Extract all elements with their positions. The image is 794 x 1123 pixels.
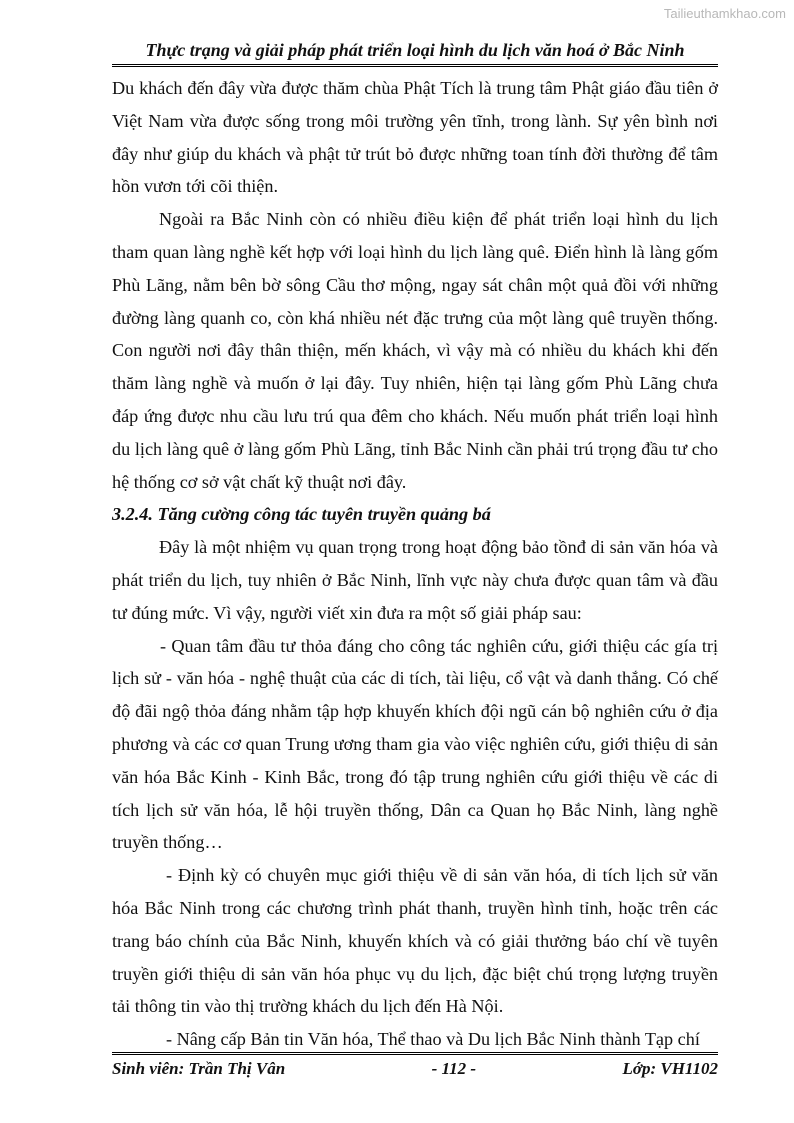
footer-student: Sinh viên: Trần Thị Vân — [112, 1059, 286, 1078]
watermark: Tailieuthamkhao.com — [663, 6, 786, 21]
section-heading: 3.2.4. Tăng cường công tác tuyên truyền quảng bá — [112, 504, 491, 525]
footer-page-number: - 112 - — [431, 1059, 477, 1078]
paragraph: - Quan tâm đầu tư thỏa đáng cho công tác nghiên cứu, giới thiệu các gía trị lịch sử - văn hóa - nghệ thuật của các di tích, tài liệu, cổ vật và danh thắng. Có chế độ đãi ngộ thỏa đáng nhằm tập hợp khuyến khích đội ngũ cán bộ nghiên cứu ở địa phương và các cơ quan Trung ương tham gia vào việc nghiên cứu, giới thiệu di sản văn hóa Bắc Kinh - Kinh Bắc, trong đó tập trung nghiên cứu giới thiệu về các di tích lịch sử văn hóa, lễ hội truyền thống, Dân ca Quan họ Bắc Ninh, làng nghề truyền thống… — [112, 635, 718, 853]
paragraph: - Định kỳ có chuyên mục giới thiệu về di sản văn hóa, di tích lịch sử văn hóa Bắc Ninh trong các chương trình phát thanh, truyền hình tỉnh, hoặc trên các trang báo chính của Bắc Ninh, khuyến khích và có giải thưởng báo chí về tuyên truyền giới thiệu di sản văn hóa phục vụ du lịch, đặc biệt chú trọng lượng truyền tải thông tin vào thị trường khách du lịch đến Hà Nội. — [112, 865, 718, 1017]
page-body — [112, 72, 718, 1056]
running-header: Thực trạng và giải pháp phát triển loại hình du lịch văn hoá ở Bắc Ninh — [112, 40, 718, 67]
page-footer — [112, 1052, 718, 1079]
paragraph: - Nâng cấp Bản tin Văn hóa, Thể thao và Du lịch Bắc Ninh thành Tạp chí — [166, 1029, 700, 1050]
paragraph: Du khách đến đây vừa được thăm chùa Phật Tích là trung tâm Phật giáo đầu tiên ở Việt Nam vừa được sống trong môi trường yên tĩnh, trong lành. Sự yên bình nơi đây như giúp du khách và phật tử trút bỏ được những toan tính đời thường để tâm hồn vươn tới cõi thiện. — [112, 78, 718, 197]
paragraph: Ngoài ra Bắc Ninh còn có nhiều điều kiện để phát triển loại hình du lịch tham quan làng nghề kết hợp với loại hình du lịch làng quê. Điển hình là làng gốm Phù Lãng, nằm bên bờ sông Cầu thơ mộng, ngay sát chân một quả đồi với những đường làng quanh co, còn khá nhiều nét đặc trưng của một làng quê truyền thống. Con người nơi đây thân thiện, mến khách, vì vậy mà có nhiều du khách khi đến thăm làng nghề và muốn ở lại đây. Tuy nhiên, hiện tại làng gốm Phù Lãng chưa đáp ứng được nhu cầu lưu trú qua đêm cho khách. Nếu muốn phát triển loại hình du lịch làng quê ở làng gốm Phù Lãng, tỉnh Bắc Ninh cần phải trú trọng đầu tư cho hệ thống cơ sở vật chất kỹ thuật nơi đây. — [112, 209, 718, 492]
footer-class: Lớp: VH1102 — [622, 1059, 718, 1078]
paragraph: Đây là một nhiệm vụ quan trọng trong hoạt động bảo tồnđ di sản văn hóa và phát triển du lịch, tuy nhiên ở Bắc Ninh, lĩnh vực này chưa được quan tâm và đầu tư đúng mức. Vì vậy, người viết xin đưa ra một số giải pháp sau: — [112, 537, 718, 623]
